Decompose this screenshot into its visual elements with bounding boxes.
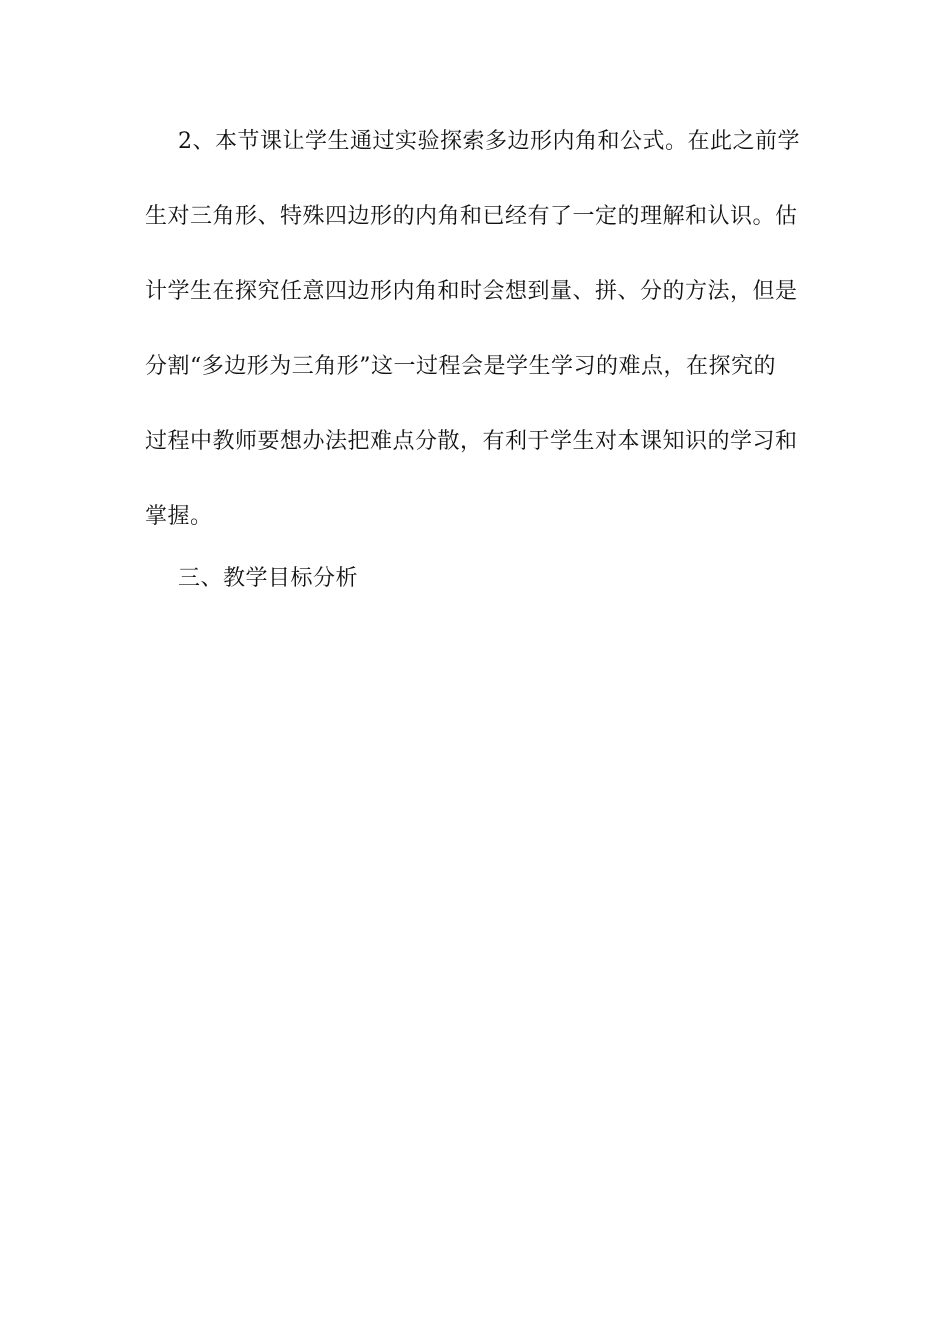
paragraph-line-3: 计学生在探究任意四边形内角和时会想到量、拼、分的方法，但是 bbox=[145, 279, 798, 304]
section-heading: 三、教学目标分析 bbox=[178, 566, 359, 591]
paragraph-line-1: 2、本节课让学生通过实验探索多边形内角和公式。在此之前学 bbox=[178, 129, 800, 154]
paragraph-line-4: 分割“多边形为三角形”这一过程会是学生学习的难点，在探究的 bbox=[145, 354, 776, 379]
paragraph-line-2: 生对三角形、特殊四边形的内角和已经有了一定的理解和认识。估 bbox=[145, 204, 798, 229]
paragraph-line-5: 过程中教师要想办法把难点分散，有利于学生对本课知识的学习和 bbox=[145, 429, 798, 454]
paragraph-line-6: 掌握。 bbox=[145, 504, 213, 529]
